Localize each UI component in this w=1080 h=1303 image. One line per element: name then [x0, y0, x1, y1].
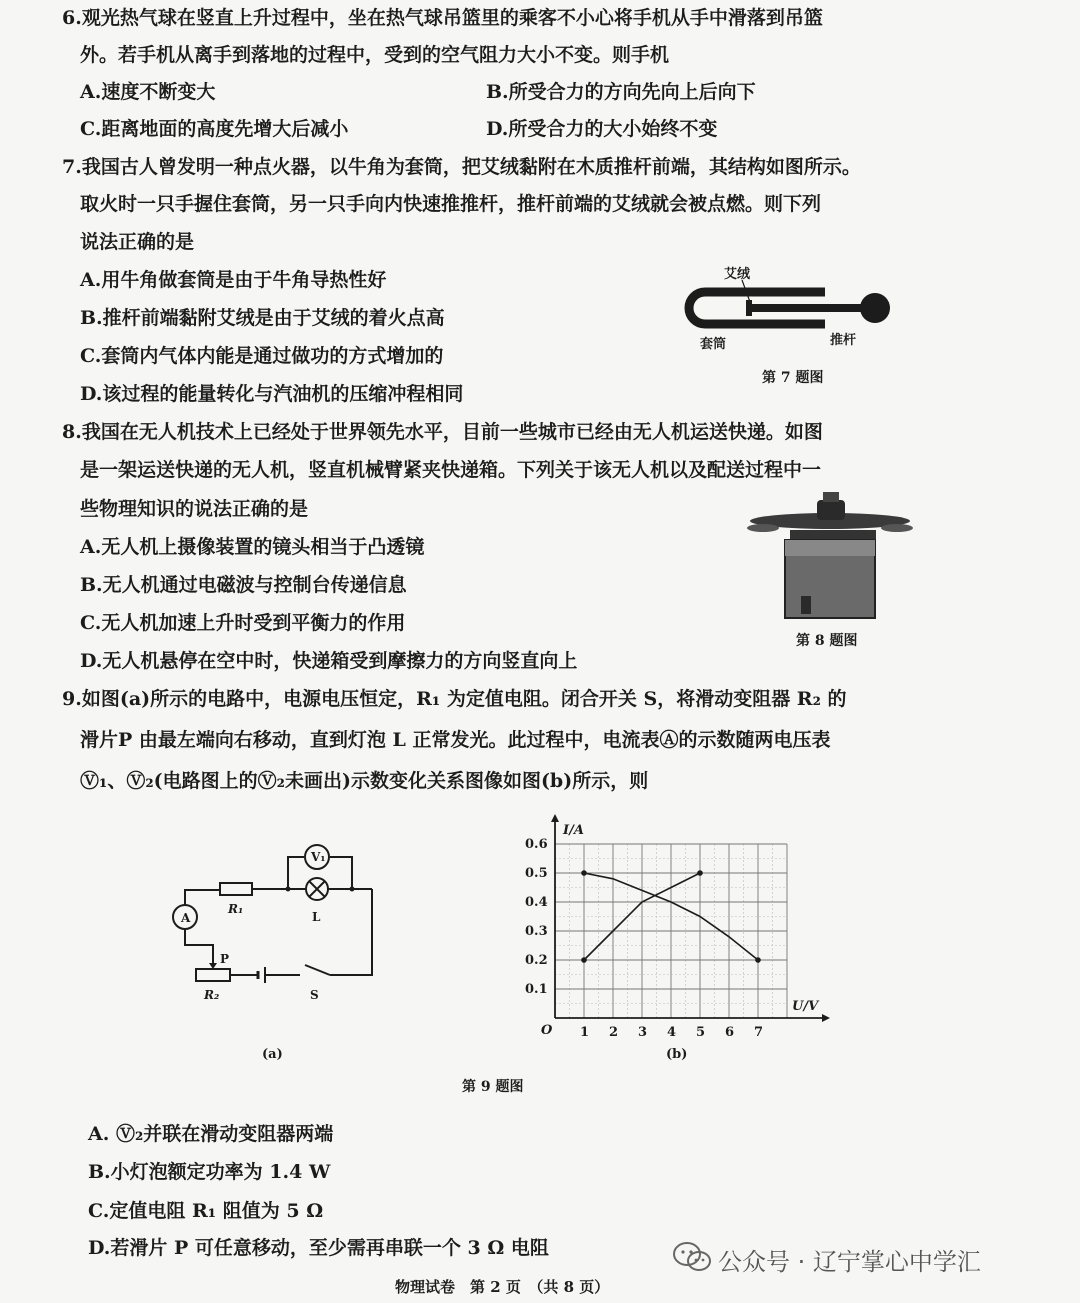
chart-tick-labels: [525, 823, 820, 1040]
switch-s: [305, 965, 330, 975]
x-tick-label: 3: [638, 1025, 648, 1040]
y-tick-label: 0.4: [525, 895, 548, 910]
q8-option-d: D.无人机悬停在空中时，快递箱受到摩擦力的方向竖直向上: [80, 650, 578, 672]
wechat-icon: [672, 1240, 712, 1274]
page-footer: 物理试卷 第 2 页 （共 8 页）: [395, 1278, 610, 1296]
q9-stem-line3: Ⓥ₁、Ⓥ₂(电路图上的Ⓥ₂未画出)示数变化关系图像如图(b)所示，则: [80, 770, 649, 792]
q6-option-d: D.所受合力的大小始终不变: [486, 118, 718, 140]
q7-option-d: D.该过程的能量转化与汽油机的压缩冲程相同: [80, 383, 464, 405]
series-point-falling-end: [755, 957, 761, 963]
x-tick-label: 4: [667, 1025, 677, 1040]
q9-stem-line2: 滑片P 由最左端向右移动，直到灯泡 L 正常发光。此过程中，电流表Ⓐ的示数随两电压表: [80, 729, 831, 751]
resistor-r1: [220, 883, 252, 895]
label-r2: R₂: [204, 988, 220, 1002]
fire-piston-figure: [680, 262, 920, 362]
iu-graph: [510, 810, 830, 1040]
propeller-left: [747, 524, 779, 532]
graph-caption: (b): [666, 1047, 688, 1062]
q8-option-b: B.无人机通过电磁波与控制台传递信息: [80, 574, 407, 596]
x-tick-label: 6: [725, 1025, 735, 1040]
label-a: A: [181, 911, 191, 925]
q8-option-c: C.无人机加速上升时受到平衡力的作用: [80, 612, 406, 634]
watermark-text: 公众号 · 辽宁掌心中学汇: [718, 1248, 981, 1276]
box-handle: [801, 596, 811, 614]
q9-option-a: A. Ⓥ₂并联在滑动变阻器两端: [88, 1123, 334, 1145]
drone-top: [823, 492, 839, 502]
circuit-diagram: [160, 835, 400, 1015]
q7-stem-line1: 7.我国古人曾发明一种点火器，以牛角为套筒，把艾绒黏附在木质推杆前端，其结构如图所示。: [62, 156, 861, 178]
piston-rod: [748, 304, 868, 312]
x-tick-label: 7: [754, 1025, 764, 1040]
node-right: [350, 887, 355, 892]
label-v1: V₁: [311, 850, 326, 864]
label-airong: 艾绒: [724, 267, 751, 282]
q6-option-a: A.速度不断变大: [80, 81, 216, 103]
propeller-right: [881, 524, 913, 532]
wire-v1-left: [288, 857, 304, 889]
q6-option-c: C.距离地面的高度先增大后减小: [80, 118, 349, 140]
q8-option-a: A.无人机上摄像装置的镜头相当于凸透镜: [80, 536, 425, 558]
series-point-rising-start: [581, 957, 587, 963]
label-p: P: [220, 952, 230, 966]
q7-option-c: C.套筒内气体内能是通过做功的方式增加的: [80, 345, 444, 367]
y-axis-arrow: [551, 814, 559, 822]
q7-option-a: A.用牛角做套筒是由于牛角导热性好: [80, 269, 387, 291]
drone-figure: [745, 488, 915, 623]
origin-label: O: [541, 1023, 553, 1038]
q8-stem-line2: 是一架运送快递的无人机，竖直机械臂紧夹快递箱。下列关于该无人机以及配送过程中一: [80, 459, 822, 481]
piston-head: [746, 300, 752, 316]
q7-stem-line2: 取火时一只手握住套筒，另一只手向内快速推推杆，推杆前端的艾绒就会被点燃。则下列: [80, 193, 822, 215]
wire-v1-right: [330, 857, 352, 889]
q9-stem-line1: 9.如图(a)所示的电路中，电源电压恒定，R₁ 为定值电阻。闭合开关 S，将滑动变阻器 R₂ 的: [62, 688, 847, 710]
circuit-caption: (a): [262, 1047, 283, 1062]
y-tick-label: 0.2: [525, 953, 548, 968]
wire-a-to-r1: [185, 890, 220, 905]
q6-stem-line2: 外。若手机从离手到落地的过程中，受到的空气阻力大小不变。则手机: [80, 44, 670, 66]
drone-body: [817, 500, 845, 520]
label-s: S: [310, 988, 319, 1002]
x-axis-arrow: [822, 1014, 830, 1022]
q9-figure-caption: 第 9 题图: [462, 1079, 524, 1095]
wire-right: [330, 889, 372, 975]
y-tick-label: 0.6: [525, 837, 548, 852]
piston-knob: [860, 293, 890, 323]
x-tick-label: 1: [580, 1025, 590, 1040]
y-tick-label: 0.5: [525, 866, 548, 881]
rheostat-r2: [196, 969, 230, 981]
q8-figure-caption: 第 8 题图: [796, 633, 858, 649]
y-axis-label: I/A: [563, 823, 584, 838]
q6-option-b: B.所受合力的方向先向上后向下: [486, 81, 756, 103]
node-left: [286, 887, 291, 892]
q8-stem-line1: 8.我国在无人机技术上已经处于世界领先水平，目前一些城市已经由无人机运送快递。如图: [62, 421, 823, 443]
label-r1: R₁: [228, 902, 244, 916]
q6-stem-line1: 6.观光热气球在竖直上升过程中，坐在热气球吊篮里的乘客不小心将手机从手中滑落到吊篮: [62, 7, 823, 29]
q7-option-b: B.推杆前端黏附艾绒是由于艾绒的着火点高: [80, 307, 445, 329]
wire-slider-p: [185, 929, 213, 965]
q7-stem-line3: 说法正确的是: [80, 231, 195, 253]
x-tick-label: 5: [696, 1025, 706, 1040]
series-point-falling-start: [581, 870, 587, 876]
label-taotong: 套筒: [700, 337, 727, 352]
q7-figure-caption: 第 7 题图: [762, 370, 824, 386]
x-axis-label: U/V: [792, 999, 819, 1014]
q8-stem-line3: 些物理知识的说法正确的是: [80, 498, 309, 520]
y-tick-label: 0.3: [525, 924, 548, 939]
chart-grid: [555, 844, 787, 1018]
label-tuigan: 推杆: [830, 333, 857, 348]
y-tick-label: 0.1: [525, 982, 548, 997]
x-tick-label: 2: [609, 1025, 619, 1040]
q9-option-c: C.定值电阻 R₁ 阻值为 5 Ω: [88, 1200, 324, 1222]
series-point-rising-end: [697, 870, 703, 876]
chart-axes: [551, 814, 830, 1022]
label-l: L: [312, 910, 321, 924]
q9-option-b: B.小灯泡额定功率为 1.4 W: [88, 1161, 331, 1183]
parcel-box-top: [785, 540, 875, 556]
q9-option-d: D.若滑片 P 可任意移动，至少需再串联一个 3 Ω 电阻: [88, 1237, 549, 1259]
